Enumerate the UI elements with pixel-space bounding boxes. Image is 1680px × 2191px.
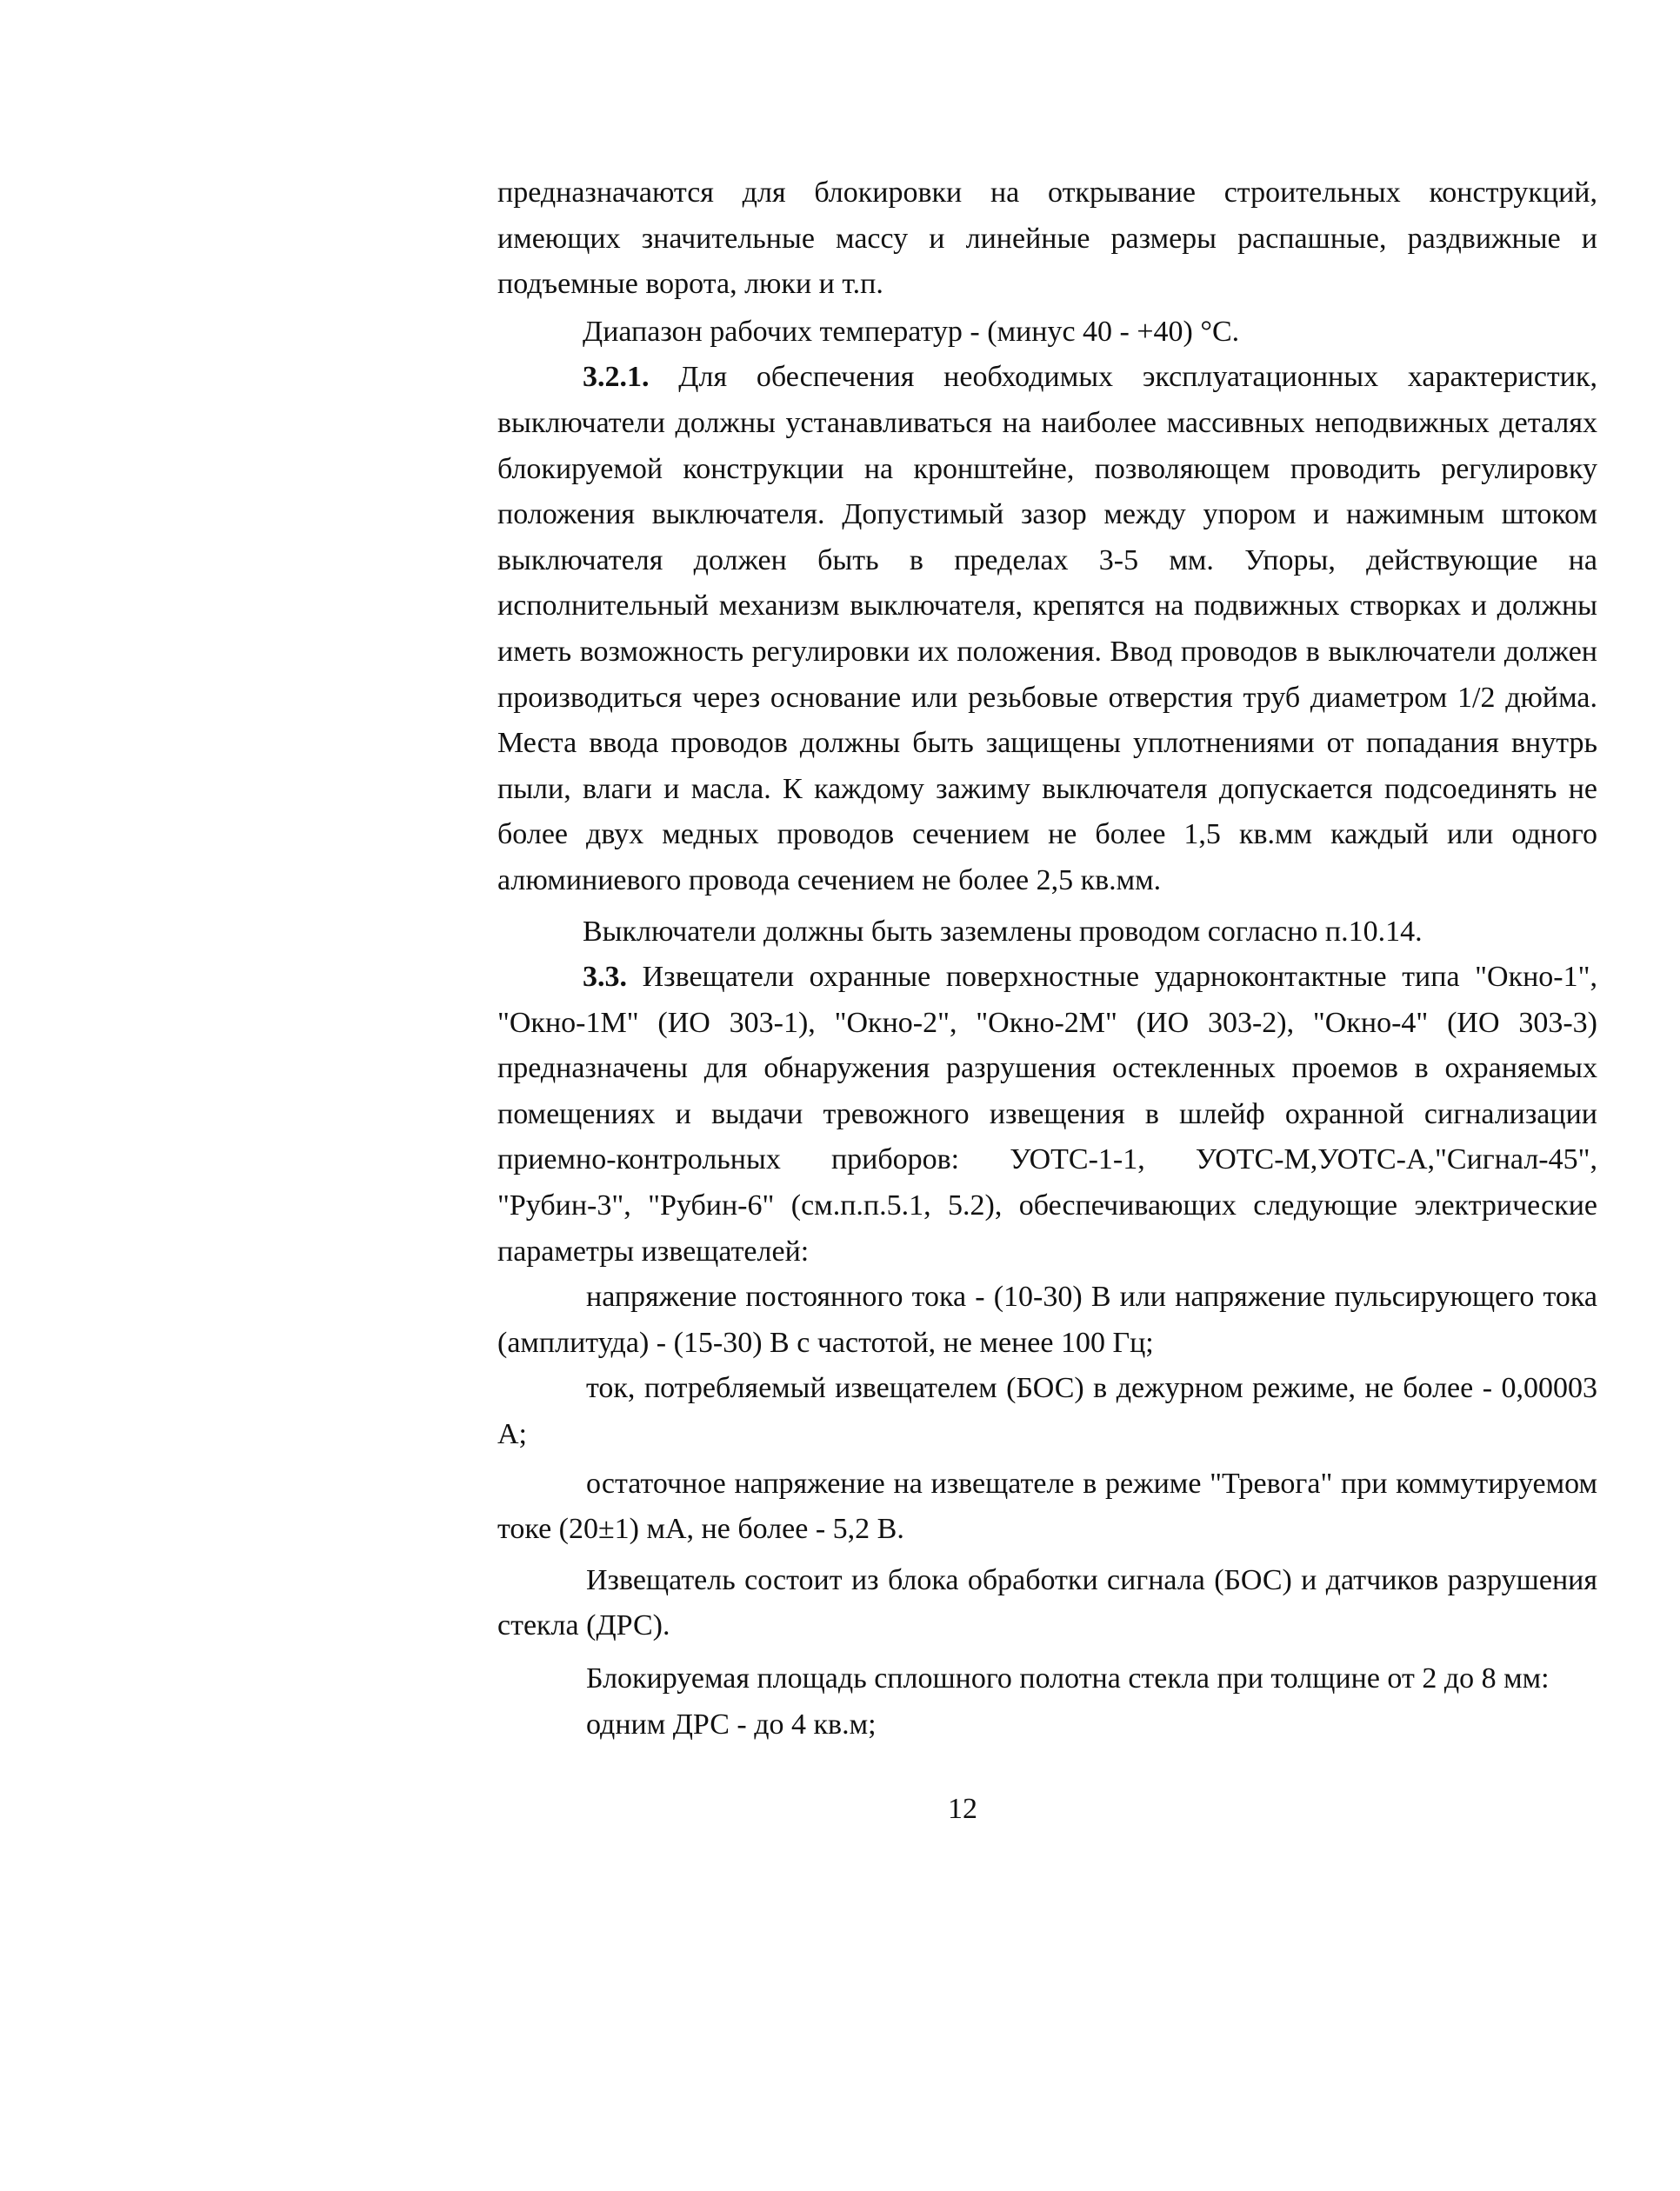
- paragraph-voltage: напряжение постоянного тока - (10-30) В или напряжение пульсирующего тока (амплитуда) - (15-30) В с частотой, не менее 100 Гц;: [497, 1281, 1597, 1359]
- paragraph-3-3: [497, 955, 1597, 1275]
- paragraph-3-2-1-text: Для обеспечения необходимых эксплуатационных характеристик, выключатели должны устанавливаться на наиболее массивных неподвижных деталях блокируемой конструкции на кронштейне, позволяющем проводить регулировку положения выключателя. Допустимый зазор между упором и нажимным штоком выключателя должен быть в пределах 3-5 мм. Упоры, действующие на исполнительный механизм выключателя, крепятся на подвижных створках и должны иметь возможность регулировки их положения. Ввод проводов в выключатели должен производиться через основание или резьбовые отверстия труб диаметром 1/2 дюйма. Места ввода проводов должны быть защищены уплотнениями от попадания внутрь пыли, влаги и масла. К каждому зажиму выключателя допускается подсоединять не более двух медных проводов сечением не более 1,5 кв.мм каждый или одного алюминиевого провода сечением не более 2,5 кв.мм.: [497, 361, 1597, 896]
- paragraph-blocked-area: Блокируемая площадь сплошного полотна стекла при толщине от 2 до 8 мм:: [586, 1662, 1550, 1695]
- page-body: [497, 170, 1597, 1748]
- paragraph-3-2-1: [497, 355, 1597, 903]
- section-number: 3.2.1.: [583, 361, 650, 394]
- paragraph-3-3-text: Извещатели охранные поверхностные ударноконтактные типа "Окно-1", "Окно-1М" (ИО 303-1), "Окно-2", "Окно-2М" (ИО 303-2), "Окно-4" (ИО 303-3) предназначены для обнаружения разрушения остекленных проемов в охраняемых помещениях и выдачи тревожного извещения в шлейф охранной сигнализации приемно-контрольных приборов: УОТС-1-1, УОТС-М,УОТС-А,"Сигнал-45", "Рубин-3", "Рубин-6" (см.п.п.5.1, 5.2), обеспечивающих следующие электрические параметры извещателей:: [497, 961, 1597, 1268]
- paragraph-composition: Извещатель состоит из блока обработки сигнала (БОС) и датчиков разрушения стекла (ДРС).: [497, 1563, 1597, 1642]
- paragraph-current: ток, потребляемый извещателем (БОС) в дежурном режиме, не более - 0,00003 А;: [497, 1372, 1597, 1451]
- paragraph-intro: предназначаются для блокировки на открывание строительных конструкций, имеющих значительные массу и линейные размеры распашные, раздвижные и подъемные ворота, люки и т.п.: [497, 176, 1597, 301]
- paragraph-grounding: Выключатели должны быть заземлены проводом согласно п.10.14.: [583, 915, 1423, 948]
- paragraph-one-sensor: одним ДРС - до 4 кв.м;: [586, 1708, 877, 1741]
- paragraph-temperature-range: Диапазон рабочих температур - (минус 40 - +40) °С.: [583, 315, 1240, 348]
- section-number: 3.3.: [583, 961, 627, 994]
- paragraph-residual-voltage: остаточное напряжение на извещателе в режиме "Тревога" при коммутируемом токе (20±1) мА, не более - 5,2 В.: [497, 1467, 1597, 1546]
- page-number: 12: [948, 1793, 977, 1825]
